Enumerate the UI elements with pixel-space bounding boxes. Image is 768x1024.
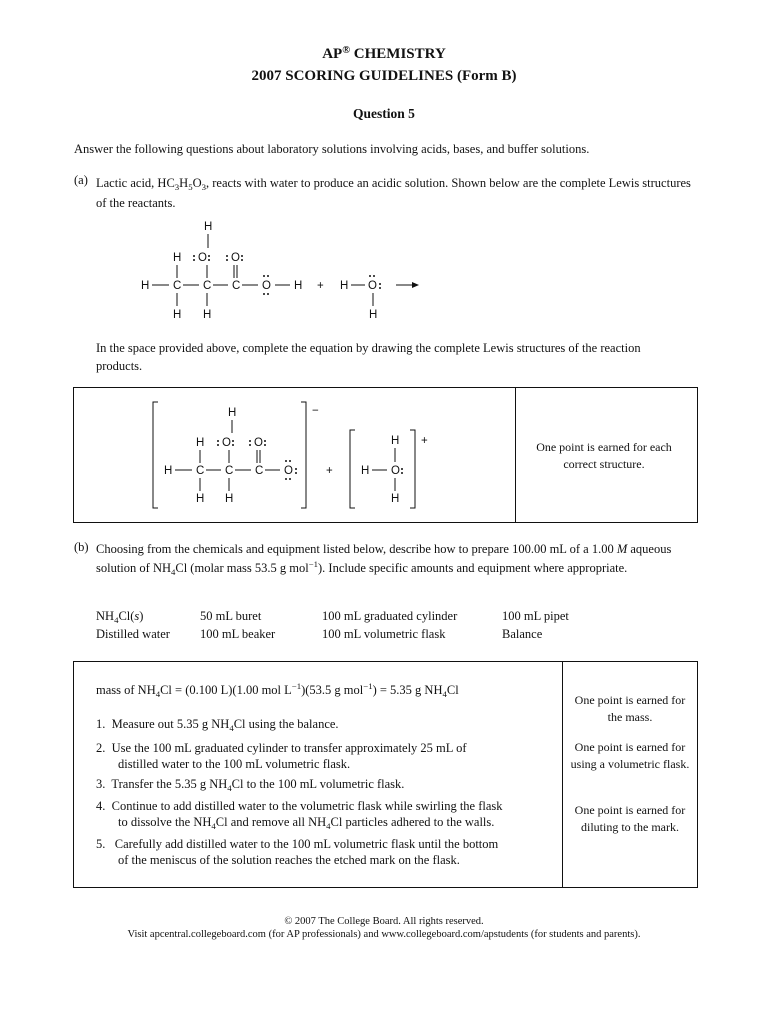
atom-c: C <box>232 280 241 292</box>
atom-h: H <box>141 280 150 292</box>
part-a-answer-box <box>73 387 698 523</box>
atom-h: H <box>196 437 205 449</box>
list-row <box>96 627 569 645</box>
atom-c: C <box>203 280 212 292</box>
atom-h: H <box>228 407 237 419</box>
part-a-instruction: In the space provided above, complete the equation by drawing the complete Lewis structures of the reaction products. <box>96 341 641 373</box>
atom-h: H <box>173 309 182 321</box>
copyright: © 2007 The College Board. All rights reserved. <box>284 916 484 927</box>
atom-h: H <box>173 252 182 264</box>
question-heading: Question 5 <box>353 106 415 121</box>
atom-h: H <box>340 280 349 292</box>
page-subtitle: 2007 SCORING GUIDELINES (Form B) <box>251 68 517 84</box>
step-1: 1. Measure out 5.35 g $NH_4Cl$ using the balance. <box>96 717 339 733</box>
footer-links: Visit apcentral.collegeboard.com (for AP professionals) and www.collegeboard.com/apstudents (for students and parents). <box>127 929 641 940</box>
registered-mark: ® <box>342 45 351 56</box>
atom-o: O <box>262 280 271 292</box>
atom-c: C <box>255 465 264 477</box>
atom-h: H <box>391 493 400 505</box>
atom-h: H <box>225 493 234 505</box>
list-item: Balance <box>502 627 543 641</box>
list-item: 100 mL pipet <box>502 609 569 623</box>
part-b-answer-box <box>73 661 698 888</box>
step-4: 4. Continue to add distilled water to the volumetric flask while swirling the flask to dissolve the $NH_4Cl$ and remove all $NH_4Cl$ particles adhered to the walls. <box>96 799 503 831</box>
atom-o: O <box>254 437 263 449</box>
title-ap: AP <box>322 46 343 62</box>
plus-sign: + <box>317 280 324 292</box>
list-item: 100 mL volumetric flask <box>322 627 446 641</box>
title-chemistry: CHEMISTRY <box>350 46 446 62</box>
mass-equation: mass of $NH_4Cl = (0.100$ L)(1.00 mol $L^{-1})(53.5$ g mol$^{-1}$) = 5.35 g $NH_4Cl$ <box>96 681 459 699</box>
plus-sign: + <box>326 465 333 477</box>
list-item: Distilled water <box>96 627 170 641</box>
atom-h: H <box>203 309 212 321</box>
step-3: 3. Transfer the 5.35 g $NH_4Cl$ to the 100 mL volumetric flask. <box>96 777 405 793</box>
reactant-lewis-structures <box>138 218 428 326</box>
step-5: 5. Carefully add distilled water to the 100 mL volumetric flask until the bottom of the meniscus of the solution reaches the etched mark on the flask. <box>96 837 499 867</box>
left-bracket <box>153 402 158 508</box>
list-item: $NH_4Cl(s)$ <box>96 609 144 625</box>
atom-c: C <box>173 280 182 292</box>
list-item: 100 mL graduated cylinder <box>322 609 458 623</box>
left-bracket <box>350 430 355 508</box>
atom-c: C <box>196 465 205 477</box>
right-bracket <box>410 430 415 508</box>
step-2: 2. Use the 100 mL graduated cylinder to transfer approximately 25 mL of distilled water to the 100 mL volumetric flask. <box>96 741 467 771</box>
atom-h: H <box>164 465 173 477</box>
atom-o: O <box>284 465 293 477</box>
part-b-note-mass: One point is earned for the mass. <box>574 693 686 724</box>
column-divider <box>515 388 516 522</box>
chemicals-equipment-list <box>96 609 569 645</box>
atom-o: O <box>222 437 231 449</box>
list-row <box>96 609 569 627</box>
column-divider <box>562 662 563 887</box>
atom-c: C <box>225 465 234 477</box>
atom-h: H <box>204 221 213 233</box>
product-lewis-structures <box>150 400 440 512</box>
atom-o: O <box>368 280 377 292</box>
list-item: 100 mL beaker <box>200 627 276 641</box>
part-b-note-dilute: One point is earned for diluting to the mark. <box>574 803 686 834</box>
part-a-label: (a) <box>74 173 88 187</box>
atom-o: O <box>231 252 240 264</box>
reaction-arrow-icon <box>412 282 419 288</box>
right-bracket <box>301 402 306 508</box>
page-title <box>0 46 768 63</box>
atom-h: H <box>196 493 205 505</box>
charge-plus: + <box>421 435 428 447</box>
part-b-text: Choosing from the chemicals and equipment listed below, describe how to prepare 100.00 mL of a 1.00 M aqueous solution of $NH_4Cl$ (molar mass 53.5 g mol$^{-1}$). Include specific amounts and equipment where appropriate. <box>96 542 672 577</box>
intro-text: Answer the following questions about laboratory solutions involving acids, bases, and buffer solutions. <box>74 142 590 156</box>
part-b-note-flask: One point is earned for using a volumetric flask. <box>570 740 690 771</box>
atom-h: H <box>361 465 370 477</box>
part-a-scoring-note: One point is earned for each correct structure. <box>536 440 672 471</box>
part-a-text: Lactic acid, $HC_3H_5O_3$, reacts with water to produce an acidic solution. Shown below are the complete Lewis structures of the reactants. <box>96 176 691 210</box>
list-item: 50 mL buret <box>200 609 262 623</box>
atom-h: H <box>294 280 303 292</box>
atom-h: H <box>391 435 400 447</box>
atom-o: O <box>391 465 400 477</box>
footer <box>0 915 768 941</box>
charge-minus: − <box>312 405 319 417</box>
part-b-label: (b) <box>74 540 89 554</box>
atom-o: O <box>198 252 207 264</box>
atom-h: H <box>369 309 378 321</box>
